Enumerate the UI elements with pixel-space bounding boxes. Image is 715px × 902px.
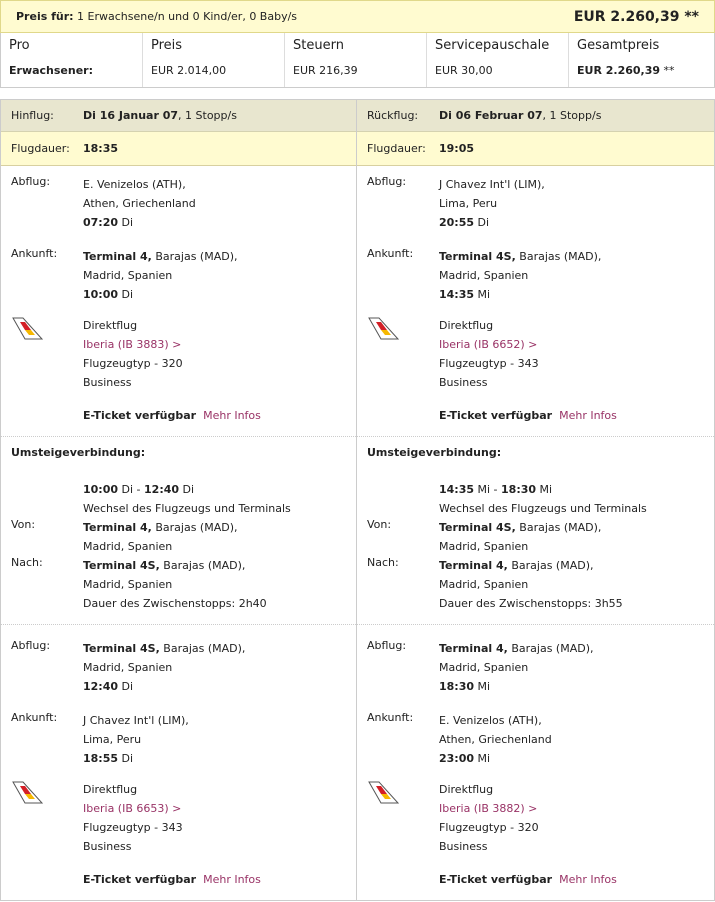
flight-number-link[interactable]: Iberia (IB 3883) > bbox=[83, 338, 182, 351]
transfer-change-note: Wechsel des Flugzeugs und Terminals bbox=[439, 502, 647, 515]
arrival-city: Lima, Peru bbox=[83, 733, 142, 746]
price-col-per bbox=[1, 33, 143, 87]
layover-duration: Dauer des Zwischenstopps: 2h40 bbox=[83, 597, 267, 610]
departure-time: 12:40 bbox=[83, 680, 119, 693]
eticket-label: E-Ticket verfügbar bbox=[83, 409, 197, 422]
iberia-tail-icon bbox=[11, 316, 45, 342]
leg-header bbox=[357, 100, 714, 132]
flight-type: Direktflug bbox=[83, 783, 138, 796]
cabin-class: Business bbox=[439, 376, 488, 389]
from-label: Von: bbox=[367, 518, 392, 531]
from-airport: Barajas (MAD), bbox=[155, 521, 238, 534]
flight-type: Direktflug bbox=[439, 783, 494, 796]
departure-city: Athen, Griechenland bbox=[83, 197, 196, 210]
transfer-time-to: 12:40 bbox=[144, 483, 180, 496]
price-cell: Erwachsener: bbox=[9, 64, 93, 77]
arrival-label: Ankunft: bbox=[11, 247, 58, 260]
arrival-time: 23:00 bbox=[439, 752, 475, 765]
cabin-class: Business bbox=[83, 840, 132, 853]
departure-terminal: Terminal 4, bbox=[439, 642, 508, 655]
segment-2 bbox=[357, 625, 714, 899]
price-cell-total bbox=[577, 64, 706, 77]
departure-day: Di bbox=[121, 680, 134, 693]
departure-day: Di bbox=[121, 216, 134, 229]
segment-1 bbox=[1, 166, 356, 437]
iberia-tail-icon bbox=[11, 780, 45, 806]
segment-1 bbox=[357, 166, 714, 437]
flight-number-link[interactable]: Iberia (IB 6652) > bbox=[439, 338, 538, 351]
outbound-leg bbox=[1, 100, 357, 900]
price-header: Pro bbox=[9, 38, 30, 53]
arrival-airport: E. Venizelos (ATH), bbox=[439, 714, 542, 727]
to-label: Nach: bbox=[11, 556, 43, 569]
duration-label: Flugdauer: bbox=[11, 142, 70, 155]
departure-airport: E. Venizelos (ATH), bbox=[83, 178, 186, 191]
duration-value: 19:05 bbox=[439, 142, 475, 155]
arrival-label: Ankunft: bbox=[367, 247, 414, 260]
departure-city: Madrid, Spanien bbox=[439, 661, 529, 674]
price-col-service bbox=[427, 33, 569, 87]
arrival-city: Madrid, Spanien bbox=[83, 269, 173, 282]
to-city: Madrid, Spanien bbox=[83, 578, 173, 591]
price-header: Preis bbox=[151, 38, 183, 53]
more-info-link[interactable]: Mehr Infos bbox=[559, 873, 617, 886]
total-price: EUR 2.260,39 ** bbox=[573, 8, 699, 25]
segment-2 bbox=[1, 625, 356, 899]
to-terminal: Terminal 4, bbox=[439, 559, 508, 572]
from-terminal: Terminal 4S, bbox=[439, 521, 516, 534]
transfer-day-to: Mi bbox=[539, 483, 553, 496]
more-info-link[interactable]: Mehr Infos bbox=[559, 409, 617, 422]
flight-number-link[interactable]: Iberia (IB 6653) > bbox=[83, 802, 182, 815]
arrival-label: Ankunft: bbox=[11, 711, 58, 724]
departure-day: Di bbox=[477, 216, 490, 229]
transfer-title: Umsteigeverbindung: bbox=[11, 446, 146, 459]
eticket-label: E-Ticket verfügbar bbox=[439, 873, 553, 886]
leg-stops: , 1 Stopp/s bbox=[178, 109, 237, 122]
price-col-taxes bbox=[285, 33, 427, 87]
departure-time: 07:20 bbox=[83, 216, 119, 229]
departure-airport: Barajas (MAD), bbox=[511, 642, 594, 655]
leg-label: Hinflug: bbox=[11, 109, 54, 122]
to-airport: Barajas (MAD), bbox=[163, 559, 246, 572]
arrival-label: Ankunft: bbox=[367, 711, 414, 724]
departure-label: Abflug: bbox=[11, 639, 51, 652]
leg-duration-row bbox=[1, 132, 356, 166]
leg-header bbox=[1, 100, 356, 132]
duration-label: Flugdauer: bbox=[367, 142, 426, 155]
departure-label: Abflug: bbox=[11, 175, 51, 188]
arrival-airport: Barajas (MAD), bbox=[155, 250, 238, 263]
transfer-day-from: Di - bbox=[121, 483, 141, 496]
aircraft-type: Flugzeugtyp - 320 bbox=[83, 357, 183, 370]
departure-label: Abflug: bbox=[367, 639, 407, 652]
price-cell: EUR 216,39 bbox=[293, 64, 358, 77]
arrival-airport: J Chavez Int'l (LIM), bbox=[83, 714, 189, 727]
flight-type: Direktflug bbox=[439, 319, 494, 332]
cabin-class: Business bbox=[83, 376, 132, 389]
flight-type: Direktflug bbox=[83, 319, 138, 332]
leg-date: Di 06 Februar 07 bbox=[439, 109, 543, 122]
transfer-time-to: 18:30 bbox=[501, 483, 537, 496]
total-amount: EUR 2.260,39 bbox=[577, 64, 661, 77]
departure-airport: J Chavez Int'l (LIM), bbox=[439, 178, 545, 191]
more-info-link[interactable]: Mehr Infos bbox=[203, 409, 261, 422]
iberia-tail-icon bbox=[367, 316, 401, 342]
departure-label: Abflug: bbox=[367, 175, 407, 188]
departure-city: Madrid, Spanien bbox=[83, 661, 173, 674]
flight-number-link[interactable]: Iberia (IB 3882) > bbox=[439, 802, 538, 815]
arrival-day: Mi bbox=[477, 752, 491, 765]
arrival-time: 18:55 bbox=[83, 752, 119, 765]
price-cell: EUR 30,00 bbox=[435, 64, 493, 77]
transfer-time-from: 10:00 bbox=[83, 483, 119, 496]
itinerary bbox=[0, 99, 715, 901]
transfer-time-from: 14:35 bbox=[439, 483, 475, 496]
from-label: Von: bbox=[11, 518, 36, 531]
from-airport: Barajas (MAD), bbox=[519, 521, 602, 534]
from-city: Madrid, Spanien bbox=[439, 540, 529, 553]
cabin-class: Business bbox=[439, 840, 488, 853]
eticket-label: E-Ticket verfügbar bbox=[439, 409, 553, 422]
departure-day: Mi bbox=[477, 680, 491, 693]
departure-airport: Barajas (MAD), bbox=[163, 642, 246, 655]
transfer-section bbox=[357, 437, 714, 625]
leg-stops: , 1 Stopp/s bbox=[542, 109, 602, 122]
departure-city: Lima, Peru bbox=[439, 197, 498, 210]
price-cell: EUR 2.014,00 bbox=[151, 64, 227, 77]
arrival-city: Athen, Griechenland bbox=[439, 733, 552, 746]
to-label: Nach: bbox=[367, 556, 399, 569]
passenger-count: 1 Erwachsene/n und 0 Kind/er, 0 Baby/s bbox=[77, 10, 298, 23]
arrival-city: Madrid, Spanien bbox=[439, 269, 529, 282]
departure-time: 20:55 bbox=[439, 216, 475, 229]
transfer-day-to: Di bbox=[182, 483, 195, 496]
price-header: Servicepauschale bbox=[435, 38, 550, 53]
transfer-change-note: Wechsel des Flugzeugs und Terminals bbox=[83, 502, 291, 515]
price-header: Steuern bbox=[293, 38, 344, 53]
transfer-day-from: Mi - bbox=[477, 483, 498, 496]
price-header: Gesamtpreis bbox=[577, 38, 660, 53]
price-breakdown-table bbox=[0, 33, 715, 88]
from-city: Madrid, Spanien bbox=[83, 540, 173, 553]
footnote-marker: ** bbox=[663, 64, 675, 77]
arrival-day: Di bbox=[121, 288, 134, 301]
price-for-label: Preis für: bbox=[16, 10, 74, 23]
leg-label: Rückflug: bbox=[367, 109, 419, 122]
leg-date: Di 16 Januar 07 bbox=[83, 109, 179, 122]
aircraft-type: Flugzeugtyp - 320 bbox=[439, 821, 539, 834]
inbound-leg bbox=[357, 100, 714, 900]
from-terminal: Terminal 4, bbox=[83, 521, 152, 534]
transfer-title: Umsteigeverbindung: bbox=[367, 446, 502, 459]
to-city: Madrid, Spanien bbox=[439, 578, 529, 591]
transfer-section bbox=[1, 437, 356, 625]
to-airport: Barajas (MAD), bbox=[511, 559, 594, 572]
passenger-summary bbox=[16, 10, 297, 23]
iberia-tail-icon bbox=[367, 780, 401, 806]
departure-time: 18:30 bbox=[439, 680, 475, 693]
layover-duration: Dauer des Zwischenstopps: 3h55 bbox=[439, 597, 623, 610]
arrival-day: Di bbox=[121, 752, 134, 765]
arrival-terminal: Terminal 4, bbox=[83, 250, 152, 263]
price-summary-bar bbox=[0, 0, 715, 33]
aircraft-type: Flugzeugtyp - 343 bbox=[439, 357, 539, 370]
arrival-airport: Barajas (MAD), bbox=[519, 250, 602, 263]
duration-value: 18:35 bbox=[83, 142, 119, 155]
arrival-time: 14:35 bbox=[439, 288, 475, 301]
arrival-day: Mi bbox=[477, 288, 491, 301]
arrival-time: 10:00 bbox=[83, 288, 119, 301]
price-col-total bbox=[569, 33, 714, 87]
leg-duration-row bbox=[357, 132, 714, 166]
departure-terminal: Terminal 4S, bbox=[83, 642, 160, 655]
to-terminal: Terminal 4S, bbox=[83, 559, 160, 572]
price-col-fare bbox=[143, 33, 285, 87]
arrival-terminal: Terminal 4S, bbox=[439, 250, 516, 263]
eticket-label: E-Ticket verfügbar bbox=[83, 873, 197, 886]
aircraft-type: Flugzeugtyp - 343 bbox=[83, 821, 183, 834]
more-info-link[interactable]: Mehr Infos bbox=[203, 873, 261, 886]
